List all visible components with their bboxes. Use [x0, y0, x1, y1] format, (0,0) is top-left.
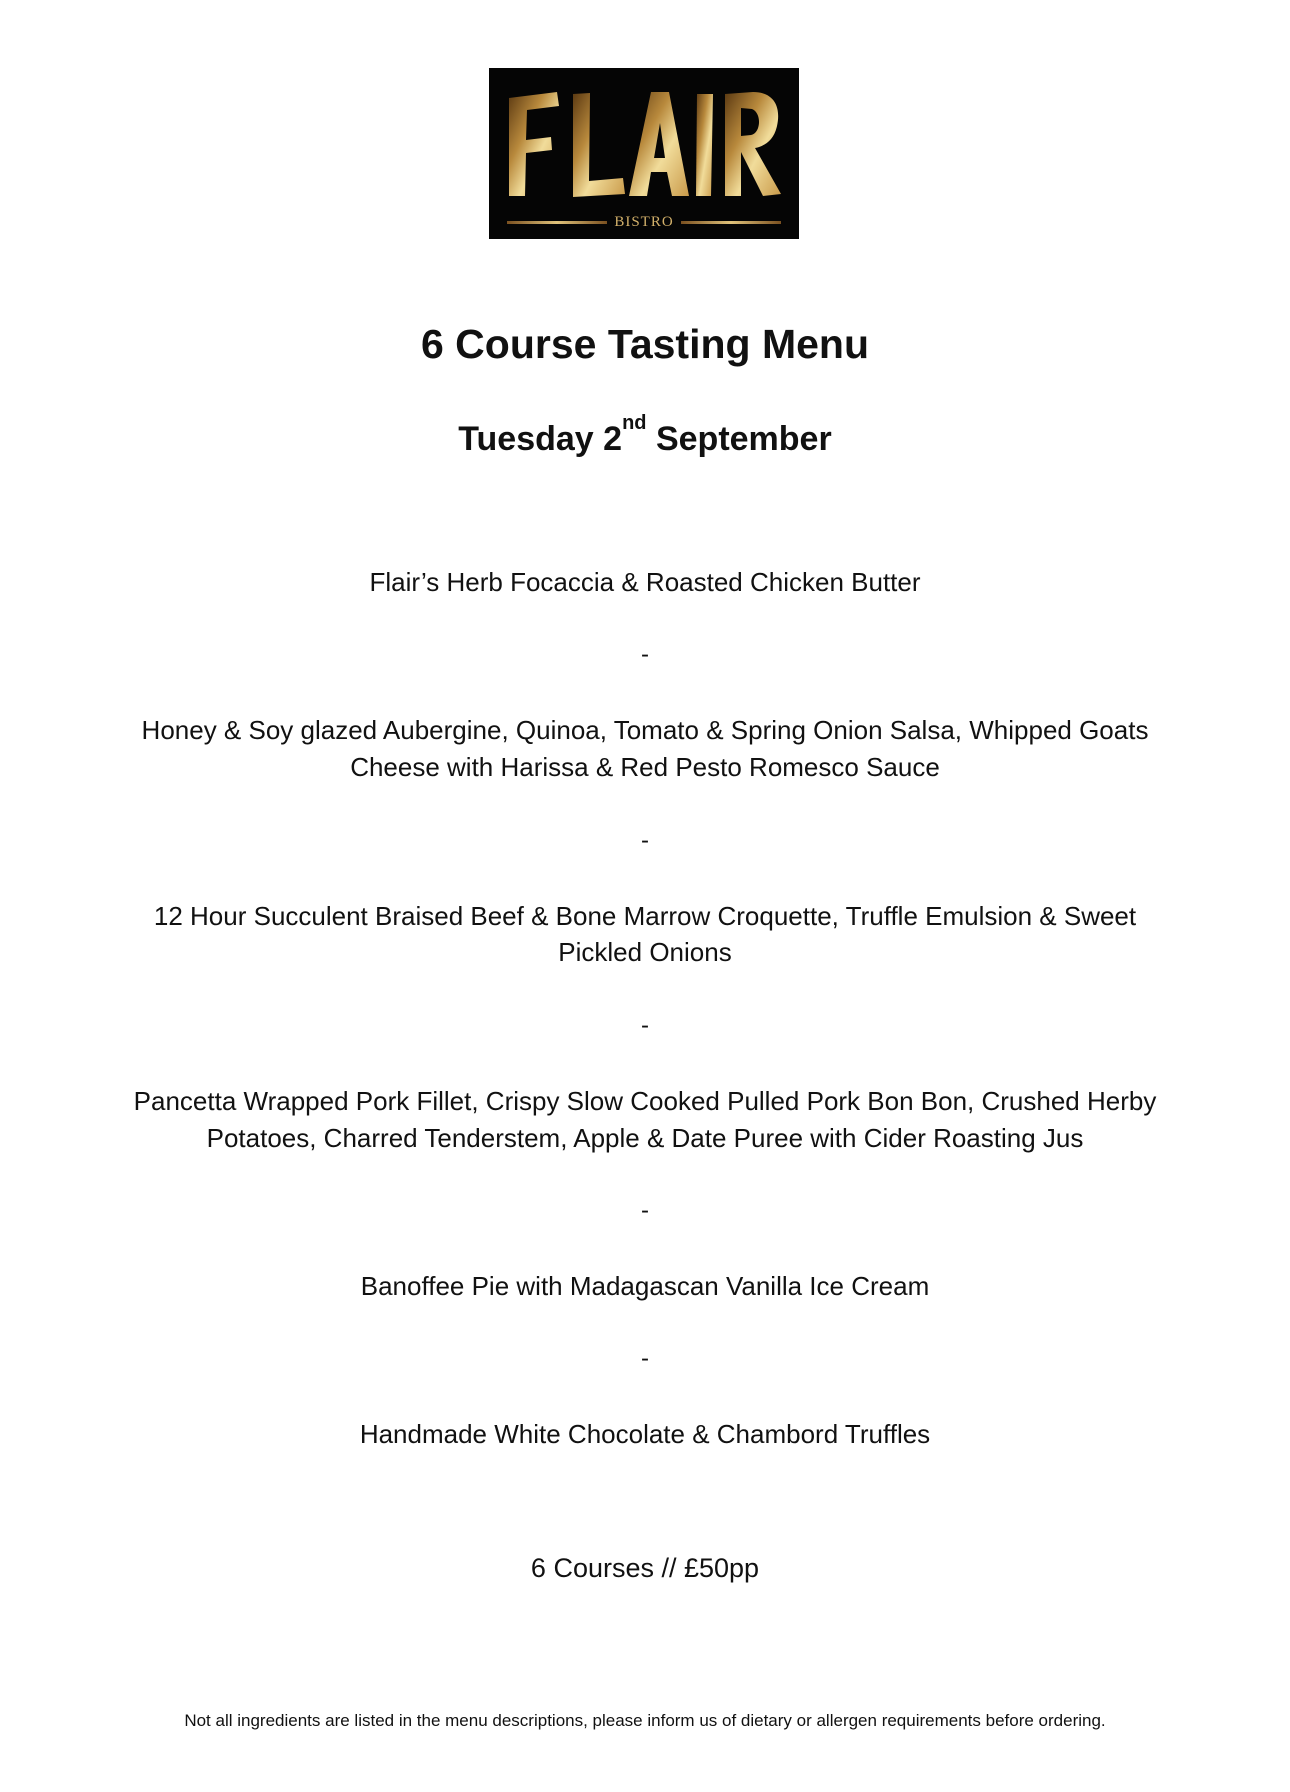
date-ordinal: nd — [622, 412, 647, 434]
course-2-line-1: Honey & Soy glazed Aubergine, Quinoa, Tomato & Spring Onion Salsa, Whipped Goats — [141, 715, 1149, 745]
course-1-line-1: Flair’s Herb Focaccia & Roasted Chicken Butter — [369, 567, 921, 597]
date-month: September — [646, 420, 832, 458]
brand-name — [489, 239, 490, 240]
course-4-line-1: Pancetta Wrapped Pork Fillet, Crispy Slow Cooked Pulled Pork Bon Bon, Crushed Herby — [133, 1086, 1157, 1116]
date-day: Tuesday 2 — [458, 420, 623, 458]
course-3-line-2: Pickled Onions — [558, 937, 732, 967]
course-separator: - — [641, 641, 649, 668]
course-separator: - — [641, 1197, 649, 1224]
course-2-line-2: Cheese with Harissa & Red Pesto Romesco Sauce — [350, 752, 940, 782]
course-separator: - — [641, 1012, 649, 1039]
menu-date — [0, 412, 1290, 461]
course-5-line-1: Banoffee Pie with Madagascan Vanilla Ice Cream — [360, 1271, 930, 1301]
page-title: 6 Course Tasting Menu — [420, 321, 870, 367]
course-separator: - — [641, 1345, 649, 1372]
course-separator: - — [641, 827, 649, 854]
course-6-line-1: Handmade White Chocolate & Chambord Truffles — [359, 1419, 931, 1449]
allergen-disclaimer: Not all ingredients are listed in the menu descriptions, please inform us of dietary or allergen requirements before ordering. — [184, 1711, 1106, 1730]
course-3-line-1: 12 Hour Succulent Braised Beef & Bone Marrow Croquette, Truffle Emulsion & Sweet — [153, 901, 1137, 931]
flair-bistro-logo — [489, 68, 799, 239]
price-line: 6 Courses // £50pp — [530, 1553, 760, 1583]
course-4-line-2: Potatoes, Charred Tenderstem, Apple & Date Puree with Cider Roasting Jus — [206, 1123, 1084, 1153]
brand-subtitle: BISTRO — [614, 214, 674, 230]
